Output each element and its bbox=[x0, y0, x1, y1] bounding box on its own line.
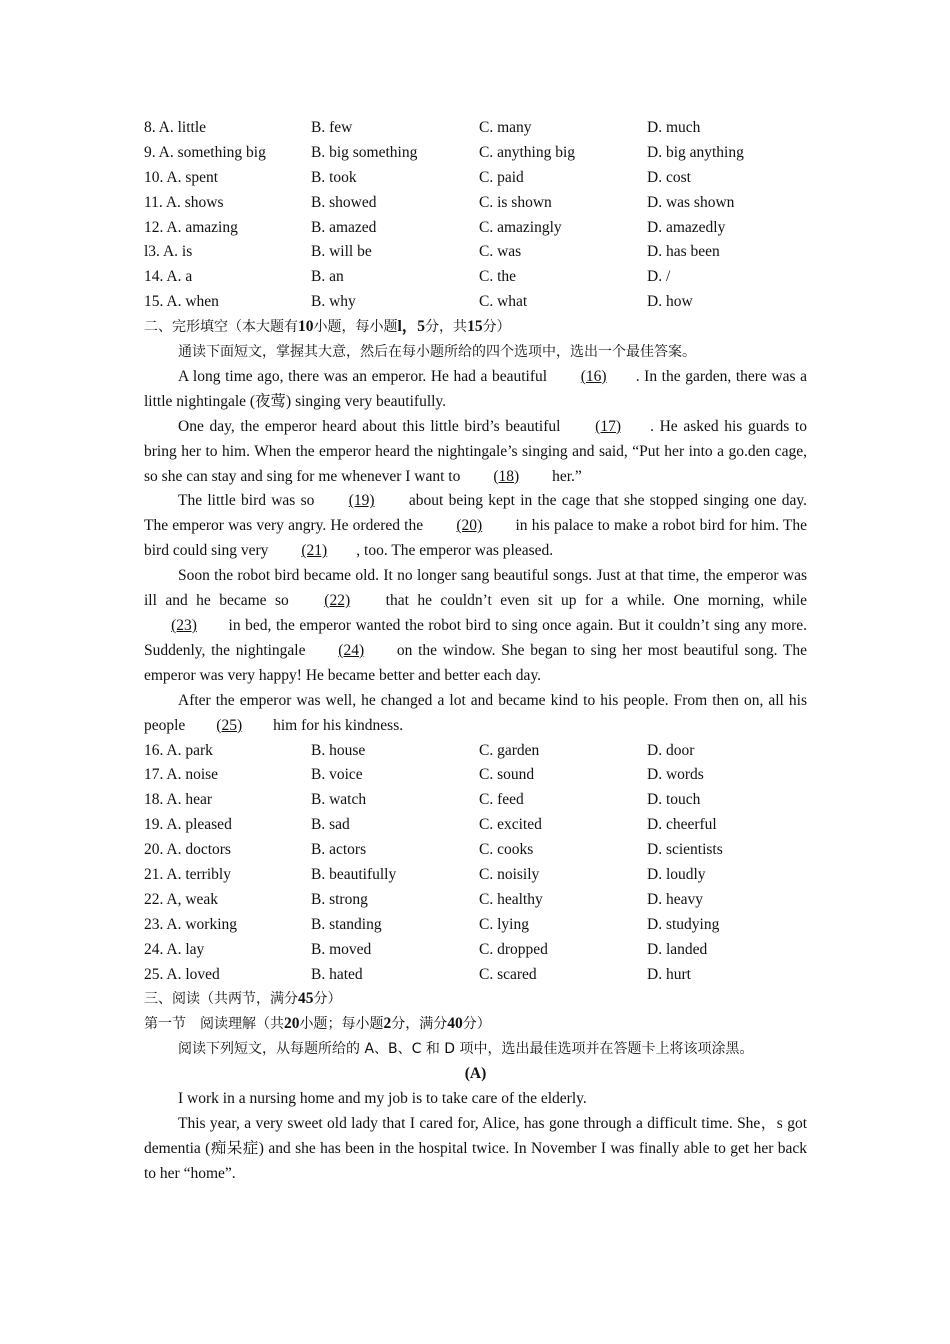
option-choice: 11. A. shows bbox=[144, 193, 224, 211]
paragraph-text: A long time ago, there was an emperor. He had a beautiful bbox=[178, 367, 548, 385]
option-row bbox=[144, 116, 807, 141]
paragraph-text: about being kept in the cage that she stopped singing one day. The emperor was very angry. He ordered the bbox=[144, 492, 808, 535]
option-choice: B. why bbox=[311, 293, 356, 311]
heading-number: 2 bbox=[383, 1015, 392, 1033]
option-choice: 16. A. park bbox=[144, 741, 213, 759]
heading-text: 分） bbox=[313, 991, 342, 1008]
option-choice: 24. A. lay bbox=[144, 940, 205, 958]
heading-number: l，5 bbox=[397, 318, 426, 336]
blank-24: (24) bbox=[338, 641, 365, 659]
option-choice: D. has been bbox=[647, 243, 720, 261]
option-row bbox=[144, 888, 807, 913]
passage-label: (A) bbox=[464, 1065, 487, 1083]
option-row bbox=[144, 838, 807, 863]
paragraph-text: on the window. She began to sing her most beautiful song. The emperor was very happy! He became better and better each day. bbox=[144, 641, 807, 684]
option-choice: 12. A. amazing bbox=[144, 218, 238, 236]
option-choice: 17. A. noise bbox=[144, 766, 219, 784]
blank-21: (21) bbox=[301, 542, 328, 560]
paragraph-text: him for his kindness. bbox=[273, 716, 404, 734]
blank-25: (25) bbox=[216, 716, 243, 734]
option-choice: B. will be bbox=[311, 243, 372, 261]
option-choice: C. is shown bbox=[479, 193, 552, 211]
option-choice: C. what bbox=[479, 293, 528, 311]
option-choice: l3. A. is bbox=[144, 243, 193, 261]
option-row bbox=[144, 963, 807, 988]
section-2-heading bbox=[144, 315, 807, 340]
paragraph-text: The little bird was so bbox=[178, 492, 315, 510]
option-choice: B. took bbox=[311, 168, 357, 186]
option-choice: D. much bbox=[647, 119, 701, 136]
option-choice: D. big anything bbox=[647, 143, 744, 161]
option-choice: C. paid bbox=[479, 168, 524, 186]
option-row bbox=[144, 788, 807, 813]
option-choice: D. amazedly bbox=[647, 218, 726, 236]
option-choice: D. heavy bbox=[647, 890, 703, 908]
option-choice: C. the bbox=[479, 268, 517, 286]
option-choice: B. few bbox=[311, 119, 353, 136]
blank-17: (17) bbox=[595, 417, 621, 435]
option-choice: C. healthy bbox=[479, 890, 543, 908]
option-choice: C. feed bbox=[479, 791, 524, 809]
option-choice: D. was shown bbox=[647, 193, 735, 211]
paragraph-text: that he couldn’t even sit up for a while. One morning, while bbox=[385, 592, 808, 610]
blank-16: (16) bbox=[580, 367, 607, 385]
paragraph-text: , too. The emperor was pleased. bbox=[356, 542, 554, 560]
option-row bbox=[144, 240, 807, 265]
option-choice: D. loudly bbox=[647, 865, 706, 883]
option-choice: B. voice bbox=[311, 766, 363, 784]
option-choice: C. scared bbox=[479, 965, 537, 983]
option-choice: 18. A. hear bbox=[144, 791, 213, 809]
paragraph-text: One day, the emperor heard about this little bird’s beautiful bbox=[178, 417, 561, 435]
blank-22: (22) bbox=[324, 592, 351, 610]
passage-paragraph-5 bbox=[144, 689, 807, 739]
option-choice: C. many bbox=[479, 119, 532, 136]
option-choice: 19. A. pleased bbox=[144, 816, 232, 834]
option-choice: D. cheerful bbox=[647, 816, 717, 834]
option-choice: C. excited bbox=[479, 816, 542, 834]
option-choice: D. how bbox=[647, 293, 693, 311]
option-choice: 15. A. when bbox=[144, 293, 219, 311]
option-choice: 23. A. working bbox=[144, 915, 237, 933]
options-block-16-25 bbox=[144, 739, 807, 988]
option-choice: D. touch bbox=[647, 791, 701, 809]
passage-paragraph-3 bbox=[144, 489, 807, 564]
reading-paragraph-1: I work in a nursing home and my job is to take care of the elderly. bbox=[178, 1089, 587, 1107]
heading-text: 分，共 bbox=[425, 319, 468, 336]
option-choice: B. big something bbox=[311, 143, 418, 161]
option-choice: C. sound bbox=[479, 766, 535, 784]
page-content bbox=[144, 116, 807, 1187]
option-choice: D. scientists bbox=[647, 841, 723, 859]
option-choice: B. amazed bbox=[311, 218, 377, 236]
option-choice: 25. A. loved bbox=[144, 965, 220, 983]
heading-number: 45 bbox=[298, 990, 314, 1008]
option-choice: B. hated bbox=[311, 965, 363, 983]
option-choice: D. words bbox=[647, 766, 704, 784]
option-choice: B. showed bbox=[311, 193, 377, 211]
option-choice: D. door bbox=[647, 741, 695, 759]
option-choice: D. landed bbox=[647, 940, 708, 958]
option-row bbox=[144, 265, 807, 290]
option-choice: B. an bbox=[311, 268, 344, 286]
option-choice: D. cost bbox=[647, 168, 691, 186]
option-row bbox=[144, 763, 807, 788]
option-choice: C. noisily bbox=[479, 865, 540, 883]
option-row bbox=[144, 290, 807, 315]
heading-text: 分） bbox=[462, 1016, 491, 1033]
option-choice: B. house bbox=[311, 741, 366, 759]
option-row bbox=[144, 863, 807, 888]
paragraph-text: in bed, the emperor wanted the robot bird to sing once again. But it couldn’t sing any more. Suddenly, the nightingale bbox=[144, 616, 807, 659]
reading-paragraph-2: This year, a very sweet old lady that I cared for, Alice, has gone through a difficult time. She，s got dementia (痴呆症) and she has been in the hospital twice. In November I was finally able to get her back to her “home”. bbox=[144, 1114, 807, 1182]
option-row bbox=[144, 739, 807, 764]
option-choice: C. garden bbox=[479, 741, 540, 759]
blank-23: (23) bbox=[171, 616, 197, 634]
paragraph-text: After the emperor was well, he changed a lot and became kind to his people. From then on, all his people bbox=[144, 691, 807, 734]
heading-text: 三、阅读（共两节，满分 bbox=[144, 991, 298, 1008]
option-row bbox=[144, 938, 807, 963]
heading-text: 小题；每小题 bbox=[299, 1016, 384, 1033]
option-choice: B. sad bbox=[311, 816, 350, 834]
passage-paragraph-2 bbox=[144, 415, 807, 490]
heading-number: 40 bbox=[447, 1015, 463, 1033]
option-row bbox=[144, 141, 807, 166]
passage-paragraph-1 bbox=[144, 365, 807, 415]
heading-text: 分，满分 bbox=[391, 1016, 448, 1033]
heading-text: 分） bbox=[482, 319, 511, 336]
option-choice: 21. A. terribly bbox=[144, 865, 231, 883]
option-row bbox=[144, 191, 807, 216]
option-choice: C. cooks bbox=[479, 841, 534, 859]
option-choice: 10. A. spent bbox=[144, 168, 219, 186]
option-choice: D. studying bbox=[647, 915, 720, 933]
option-choice: 8. A. little bbox=[144, 119, 206, 136]
paragraph-text: her.” bbox=[552, 467, 582, 485]
option-choice: D. hurt bbox=[647, 965, 691, 983]
blank-20: (20) bbox=[456, 517, 483, 535]
blank-18: (18) bbox=[493, 467, 520, 485]
section-2-instruction: 通读下面短文，掌握其大意，然后在每小题所给的四个选项中，选出一个最佳答案。 bbox=[178, 344, 696, 361]
heading-number: 15 bbox=[467, 318, 483, 336]
option-choice: B. actors bbox=[311, 841, 367, 859]
option-row bbox=[144, 166, 807, 191]
heading-number: 10 bbox=[298, 318, 314, 336]
option-choice: 14. A. a bbox=[144, 268, 193, 286]
option-choice: B. beautifully bbox=[311, 865, 397, 883]
heading-text: 第一节 阅读理解（共 bbox=[144, 1016, 284, 1033]
option-choice: B. strong bbox=[311, 890, 368, 908]
option-choice: 9. A. something big bbox=[144, 143, 266, 161]
option-choice: B. standing bbox=[311, 915, 382, 933]
option-row bbox=[144, 913, 807, 938]
option-choice: C. was bbox=[479, 243, 522, 261]
heading-text: 二、完形填空（本大题有 bbox=[144, 319, 298, 336]
option-choice: C. lying bbox=[479, 915, 529, 933]
option-row bbox=[144, 216, 807, 241]
section-3-subheading bbox=[144, 1012, 807, 1037]
section-3-heading bbox=[144, 987, 807, 1012]
option-choice: C. dropped bbox=[479, 940, 548, 958]
paragraph-text: in his palace to make a robot bird for him. The bird could sing very bbox=[144, 517, 808, 560]
passage-paragraph-4 bbox=[144, 564, 807, 689]
paragraph-text: . He asked his guards to bring her to him. When the emperor heard the nightingale’s singing and said, “Put her into a go.den cage, so she can stay and sing for me whenever I want to bbox=[144, 417, 807, 485]
option-row bbox=[144, 813, 807, 838]
options-block-8-15 bbox=[144, 116, 807, 315]
heading-number: 20 bbox=[284, 1015, 300, 1033]
option-choice: B. watch bbox=[311, 791, 367, 809]
option-choice: 22. A, weak bbox=[144, 890, 219, 908]
blank-19: (19) bbox=[348, 492, 375, 510]
option-choice: C. amazingly bbox=[479, 218, 562, 236]
paragraph-text: . In the garden, there was a little nightingale (夜莺) singing very beautifully. bbox=[144, 367, 808, 410]
option-choice: C. anything big bbox=[479, 143, 576, 161]
heading-text: 小题，每小题 bbox=[313, 319, 398, 336]
option-choice: D. / bbox=[647, 268, 671, 286]
option-choice: B. moved bbox=[311, 940, 372, 958]
section-3-instruction: 阅读下列短文，从每题所给的 A、B、C 和 D 项中，选出最佳选项并在答题卡上将该项涂黑。 bbox=[178, 1041, 754, 1058]
option-choice: 20. A. doctors bbox=[144, 841, 231, 859]
paragraph-text: Soon the robot bird became old. It no longer sang beautiful songs. Just at that time, the emperor was ill and he became so bbox=[144, 567, 807, 610]
